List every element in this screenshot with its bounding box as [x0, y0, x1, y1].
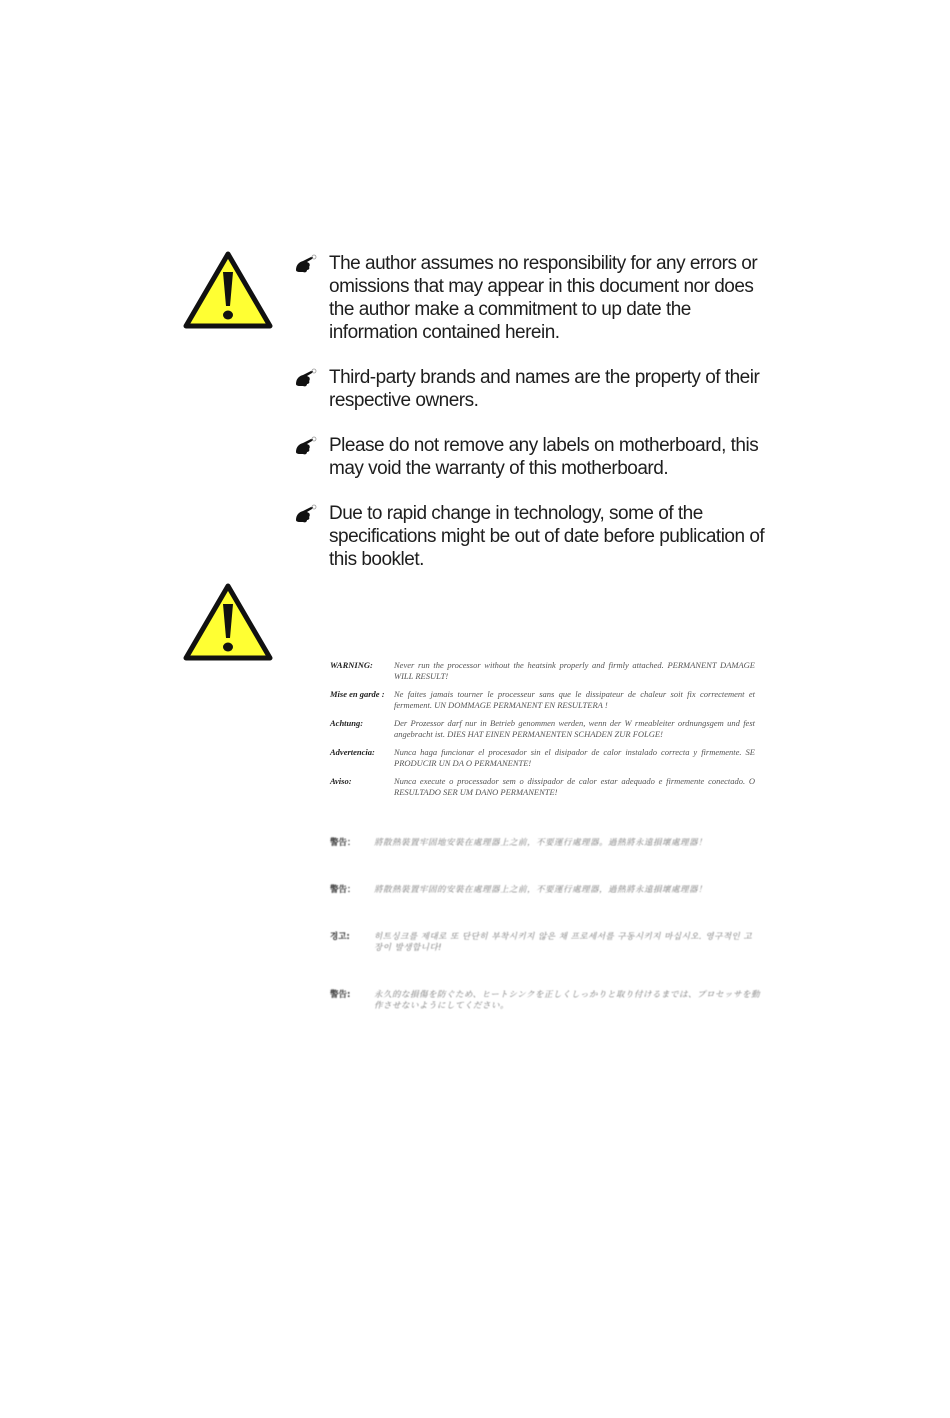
warning-text: 將散熱裝置牢固地安裝在處理器上之前，不要運行處理器。過熱將永遠損壞處理器！ — [374, 838, 708, 848]
warning-triangle-icon — [182, 582, 274, 662]
warning-row-zh-cn — [330, 838, 760, 849]
warning-row-fr — [330, 689, 755, 710]
warning-label: 警告： — [330, 885, 356, 895]
notice-text: The author assumes no responsibility for any errors or omissions that may appear in this document nor does the author make a commitment to up date the information contained herein. — [329, 253, 758, 343]
warning-label: 警告: — [330, 990, 351, 1000]
warning-row-ko — [330, 932, 760, 954]
warning-text: Nunca execute o processador sem o dissipador de calor estar adequado e firmemente conectado. O RESULTADO SER UM DANO PERMANENTE! — [394, 776, 755, 797]
warning-label: Mise en garde : — [330, 689, 385, 699]
pointing-hand-icon — [294, 436, 318, 456]
pointing-hand-icon — [294, 254, 318, 274]
pointing-hand-icon — [294, 504, 318, 524]
notice-item — [292, 252, 782, 344]
multilingual-warning-block — [330, 660, 755, 805]
warning-row-zh-tw — [330, 885, 760, 896]
warning-label: Advertencia: — [330, 747, 375, 757]
warning-label: 경고: — [330, 932, 350, 942]
warning-triangle-icon — [182, 250, 274, 330]
warning-row-pt — [330, 776, 755, 797]
notice-text: Please do not remove any labels on motherboard, this may void the warranty of this motherboard. — [329, 435, 759, 479]
warning-row-de — [330, 718, 755, 739]
notice-item — [292, 366, 782, 412]
warning-row-es — [330, 747, 755, 768]
warning-text: Der Prozessor darf nur in Betrieb genommen werden, wenn der W rmeableiter ordnungsgem und fest angebracht ist. DIES HAT EINEN PERMANENTEN SCHADEN ZUR FOLGE! — [394, 718, 755, 739]
warning-label: 警告： — [330, 838, 356, 848]
warning-row-ja — [330, 990, 760, 1012]
notice-list — [292, 252, 782, 593]
warning-text: 히트싱크를 제대로 또 단단히 부착시키지 않은 채 프로세서를 구동시키지 마십시오. 영구적인 고장이 발생합니다! — [374, 932, 753, 953]
pointing-hand-icon — [294, 368, 318, 388]
warning-label: WARNING: — [330, 660, 373, 670]
cjk-warning-block — [330, 838, 760, 1048]
warning-text: Never run the processor without the heatsink properly and firmly attached. PERMANENT DAMAGE WILL RESULT! — [394, 660, 755, 681]
warning-text: 永久的な損傷を防ぐため、ヒートシンクを正しくしっかりと取り付けるまでは、プロセッサを動作させないようにしてください。 — [374, 990, 760, 1011]
notice-text: Third-party brands and names are the property of their respective owners. — [329, 367, 760, 411]
warning-text: 將散熱裝置牢固的安裝在處理器上之前，不要運行處理器，過熱將永遠損壞處理器！ — [374, 885, 708, 895]
warning-row-en — [330, 660, 755, 681]
notice-text: Due to rapid change in technology, some of the specifications might be out of date before publication of this booklet. — [329, 503, 765, 570]
warning-text: Nunca haga funcionar el procesador sin el disipador de calor instalado correcta y firmemente. SE PRODUCIR UN DA O PERMANENTE! — [394, 747, 755, 768]
warning-text: Ne faites jamais tourner le processeur sans que le dissipateur de chaleur soit fix correctement et fermement. UN DOMMAGE PERMANENT EN RESULTERA ! — [394, 689, 755, 710]
warning-label: Aviso: — [330, 776, 352, 786]
warning-label: Achtung: — [330, 718, 364, 728]
notice-item — [292, 434, 782, 480]
notice-item — [292, 502, 782, 571]
